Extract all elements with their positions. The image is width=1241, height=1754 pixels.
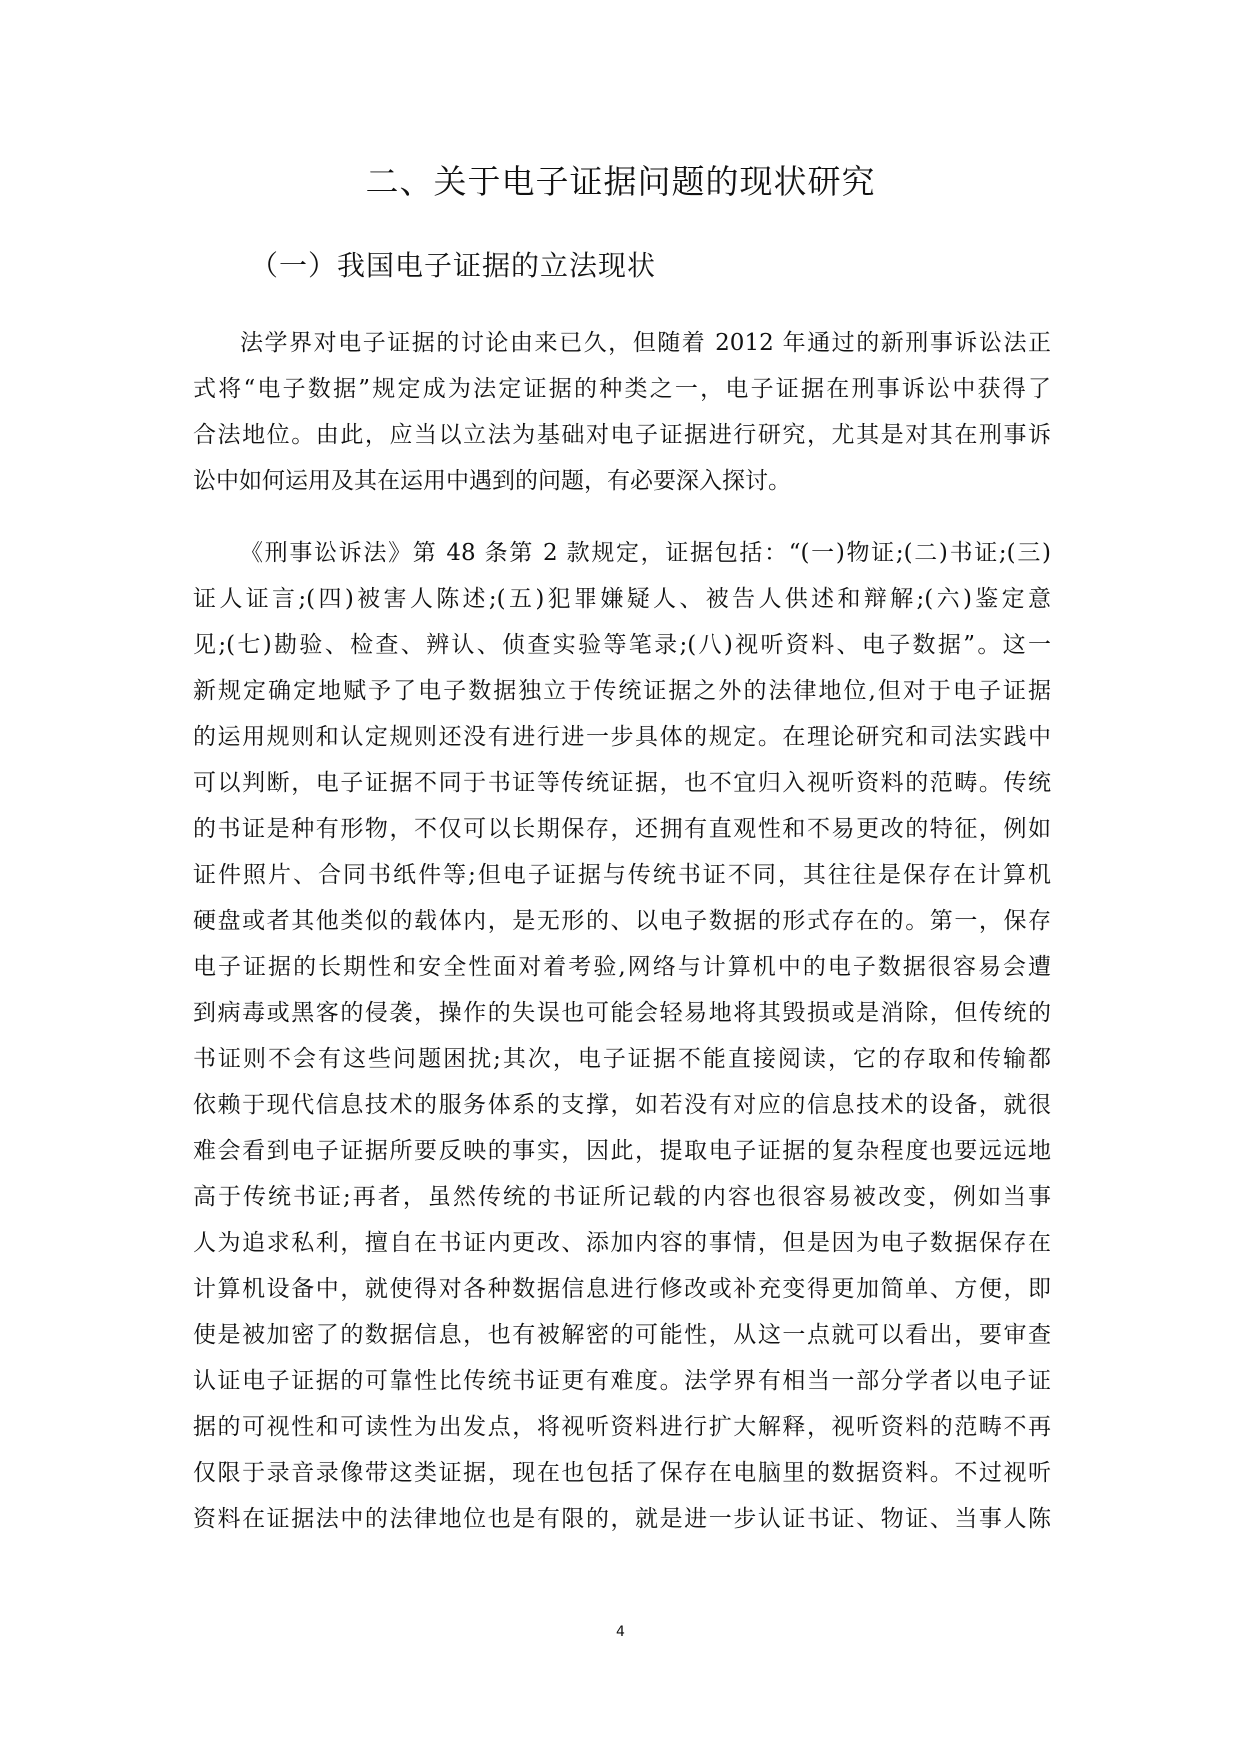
text-line: 式将“电子数据”规定成为法定证据的种类之一，电子证据在刑事诉讼中获得了 xyxy=(193,376,1051,402)
section-title: （一）我国电子证据的立法现状 xyxy=(250,249,657,282)
chapter-title: 二、关于电子证据问题的现状研究 xyxy=(365,162,876,201)
text-line: 高于传统书证;再者，虽然传统的书证所记载的内容也很容易被改变，例如当事 xyxy=(193,1184,1051,1210)
text-line: 书证则不会有这些问题困扰;其次，电子证据不能直接阅读，它的存取和传输都 xyxy=(193,1046,1051,1072)
paragraph-legislation-intro xyxy=(193,320,1051,504)
text-line: 法学界对电子证据的讨论由来已久，但随着 2012 年通过的新刑事诉讼法正 xyxy=(240,330,1051,356)
text-line: 使是被加密了的数据信息，也有被解密的可能性，从这一点就可以看出，要审查 xyxy=(193,1322,1051,1348)
text-line: 据的可视性和可读性为出发点，将视听资料进行扩大解释，视听资料的范畴不再 xyxy=(193,1414,1051,1440)
text-line: 合法地位。由此，应当以立法为基础对电子证据进行研究，尤其是对其在刑事诉 xyxy=(193,422,1051,448)
text-line: 资料在证据法中的法律地位也是有限的，就是进一步认证书证、物证、当事人陈 xyxy=(193,1506,1051,1532)
text-line: 《刑事讼诉法》第 48 条第 2 款规定，证据包括：“(一)物证;(二)书证;(三) xyxy=(240,540,1051,566)
text-line: 硬盘或者其他类似的载体内，是无形的、以电子数据的形式存在的。第一，保存 xyxy=(193,908,1051,934)
text-line: 的书证是种有形物，不仅可以长期保存，还拥有直观性和不易更改的特征，例如 xyxy=(193,816,1051,842)
text-line: 新规定确定地赋予了电子数据独立于传统证据之外的法律地位,但对于电子证据 xyxy=(193,678,1051,704)
text-line: 证件照片、合同书纸件等;但电子证据与传统书证不同，其往往是保存在计算机 xyxy=(193,862,1051,888)
text-line: 仅限于录音录像带这类证据，现在也包括了保存在电脑里的数据资料。不过视听 xyxy=(193,1460,1051,1486)
paragraph-criminal-procedure-law xyxy=(193,530,1051,1542)
text-line: 见;(七)勘验、检查、辨认、侦查实验等笔录;(八)视听资料、电子数据”。这一 xyxy=(193,632,1051,658)
text-line: 可以判断，电子证据不同于书证等传统证据，也不宜归入视听资料的范畴。传统 xyxy=(193,770,1051,796)
text-line: 依赖于现代信息技术的服务体系的支撑，如若没有对应的信息技术的设备，就很 xyxy=(193,1092,1051,1118)
text-line: 证人证言;(四)被害人陈述;(五)犯罪嫌疑人、被告人供述和辩解;(六)鉴定意 xyxy=(193,586,1051,612)
text-line: 到病毒或黑客的侵袭，操作的失误也可能会轻易地将其毁损或是消除，但传统的 xyxy=(193,1000,1051,1026)
text-line: 难会看到电子证据所要反映的事实，因此，提取电子证据的复杂程度也要远远地 xyxy=(193,1138,1051,1164)
text-line: 计算机设备中，就使得对各种数据信息进行修改或补充变得更加简单、方便，即 xyxy=(193,1276,1051,1302)
text-line: 人为追求私利，擅自在书证内更改、添加内容的事情，但是因为电子数据保存在 xyxy=(193,1230,1051,1256)
text-line: 电子证据的长期性和安全性面对着考验,网络与计算机中的电子数据很容易会遭 xyxy=(193,954,1051,980)
text-line: 的运用规则和认定规则还没有进行进一步具体的规定。在理论研究和司法实践中 xyxy=(193,724,1051,750)
text-line: 认证电子证据的可靠性比传统书证更有难度。法学界有相当一部分学者以电子证 xyxy=(193,1368,1051,1394)
text-line: 讼中如何运用及其在运用中遇到的问题，有必要深入探讨。 xyxy=(193,468,791,494)
page-number: 4 xyxy=(616,1624,625,1640)
